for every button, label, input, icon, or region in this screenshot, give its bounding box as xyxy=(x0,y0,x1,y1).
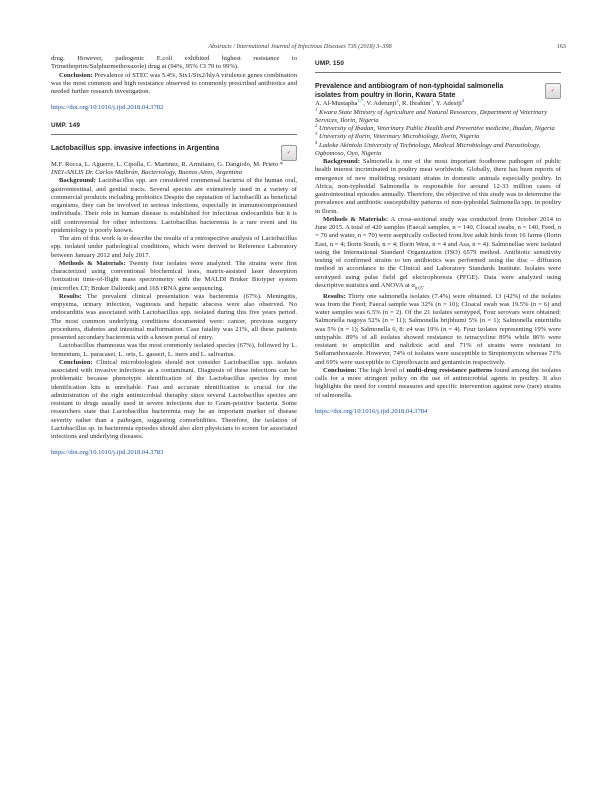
results-label: Results: xyxy=(323,292,346,300)
affiliation-1 xyxy=(315,106,561,126)
journal-citation: Abstracts / International Journal of Infectious Diseases 73S (2018) 3–398 xyxy=(208,43,392,50)
abstract-title: Prevalence and antibiogram of non-typhoidal salmonella isolates from poultry in Ilorin, Kwara State xyxy=(315,83,504,99)
conclusion-paragraph xyxy=(51,72,297,97)
methods-label: Methods & Materials: xyxy=(59,259,126,267)
results-label: Results: xyxy=(59,292,82,300)
methods-paragraph xyxy=(51,260,297,293)
authors: M.F. Rocca, L. Aguerre, L. Cipolla, C. Martinez, R. Armitano, G. Dangiolo, M. Prieto * xyxy=(51,160,284,168)
methods-end: . xyxy=(422,281,425,289)
aff1-num: 1 xyxy=(315,106,318,112)
aff4-text: Ladoke Akintola University of Technology, Medical Microbiology and Parasitology, Ogbomoso, Oyo, Nigeria xyxy=(315,141,541,157)
conclusion-label: Conclusion: xyxy=(323,366,357,374)
continued-text: drug. However, pathogenic E.coli exhibited highest resistance to Trimethoprim/Sulphurmethoxazole) drug at (94%, 95% CI 70 to 99%). xyxy=(51,55,297,71)
methods-paragraph xyxy=(315,216,561,293)
doi-link-3784[interactable]: https://doi.org/10.1016/j.ijid.2018.04.3784 xyxy=(315,407,428,415)
alpha-subscript: 0.05 xyxy=(414,285,423,291)
background-label: Background: xyxy=(59,177,96,185)
conclusion2-paragraph xyxy=(51,359,297,442)
background-label: Background: xyxy=(323,158,360,166)
author-1-sup: 1,* xyxy=(357,98,364,104)
aff3-num: 3 xyxy=(315,131,318,137)
conclusion2-label: Conclusion: xyxy=(59,358,93,366)
author-4: , Y. Adesiji xyxy=(432,100,462,108)
aff2-text: University of Ibadan, Veterinary Public Health and Preventive medicine, Ibadan, Nigeria xyxy=(318,125,555,133)
author-2: , V. Adetunji xyxy=(363,100,397,108)
background-paragraph xyxy=(51,177,297,235)
background-text: Lactobacillus spp. are considered commensal bacteria of the human oral, gastrointestinal, and genital tracts. Several species are extensively used in a variety of commercial products including probiotics Despite the reputation of lactobacilli as beneficial organisms, they can be involved in serious infections, especially in immunocompromised individuals. Their role in human disease is established for infectious endocarditis but it is still controversial for other infections. Lactobacillus bacteremia is a rare event and its epidemiology is poorly known. xyxy=(51,177,297,234)
page-number: 163 xyxy=(556,43,566,50)
doi-link-3783[interactable]: https://doi.org/10.1016/j.ijid.2018.04.3783 xyxy=(51,449,164,457)
crossmark-icon[interactable] xyxy=(545,83,561,99)
conclusion-text: Prevalence of STEC was 5.4%, Stx1/Stx2/hlyA virulence genes combination was the most common and high resistance observed to commonly prescribed antibiotics and needed further research investigation. xyxy=(51,71,297,95)
results-text: The prevalent clinical presentation was bacteremia (67%). Meningitis, empyema, urinary infection, vaginosis and hepatic abscess were also observed. No endocarditis was associated with Lactobacillus spp. isolated during this five years period. The most common underlying conditions documented were: cancer, previous surgery procedures, diabetes and intestinal malformation. Case fatality was 21%, all these patients presented secondary bacteremia with a known portal of entry. xyxy=(51,292,297,341)
crossmark-icon[interactable] xyxy=(281,145,297,161)
conclusion2-text: Clinical microbiologists should not consider Lactobacillus spp. isolates associated with invasive infections as a contaminant. Diagnosis of these infections can be problematic because phenotypic identification of the Lactobacillus species by most identification kits is unreliable. Fast and accurate identification is crucial for the administration of the right antimicrobial theraphy since several Lactobacillus species are resistant to drugs usually used in severe infections due to Gram-positive bacteria. Some researchers state that Lactobacillus bacteremia may be an important marker of disease severity rather than a pathogen, suggesting comorbidities. Therefore, the isolation of Lactobacillus sp. in bacteremia episodes should also alert physicians to screen for associated infections and underlying diseases. xyxy=(51,358,297,440)
doi-link-3782[interactable]: https://doi.org/10.1016/j.ijid.2018.04.3782 xyxy=(51,104,164,112)
divider xyxy=(315,72,561,73)
affiliation: INEI-ANLIS Dr. Carlos Malbrán, Bacteriology, Buenos Aires, Argentina xyxy=(51,169,243,176)
results-paragraph xyxy=(315,293,561,367)
results-paragraph xyxy=(51,293,297,343)
results-text: Thirty one salmonella isolates (7.4%) were obtained. 13 (42%) of the isolates was from the Feed; Faecal sample was 32% (n = 10); Cloacal swab was 19.5% (n = 6) and water samples was 6.5% (n = 2). Of the 21 isolates serotyped, Four serovars were obtained: Salmonella nagoya 52% (n = 11); Salmonella brijbhumi 5% (n = 1); Salmonella enteritidis was 5% (n = 1); Salmonella 6, 8: z4 was 19% (n = 4). Four isolates representing 19% were untypable. 89% of all isolates showed resistance to tetracycline 89% while 86% were resistant to ampicillin and nalidixic acid and 71% of strains were resistant to Sulfamethoxazole. However, 74% of isolates were susceptible to Streptomycin whereas 71% and 69% were susceptible to Ciprofloxacin and gentamicin respectively. xyxy=(315,292,561,366)
results-species-paragraph: Lactobacillus rhamnosus was the most commonly isolated species (67%), followed by L. fermentum, L. paracasei, L. oris, L. gasseri, L. iners and L. salivarius. xyxy=(51,342,297,358)
author-4-sup: 4 xyxy=(461,98,465,104)
right-column xyxy=(315,60,561,416)
methods-text: A cross-sectional study was conducted from October 2014 to June 2015. A total of 420 samples (Faecal samples, n = 140, Cloacal swabs, n = 140, Feed, n = 70 and water, n = 70) were aseptically collected from live adult birds from 16 farms (Ilorin East, n = 4; Ilorin South, n = 4; Ilorin West, n = 4 and Asa, n = 4). Salmonellae were isolated using the International Standard Organization (ISO) 6579 method. Antibiotic sensitivity testing of confirmed strains to ten antibiotics was performed using the disc – diffusion method in accordance to the Clinical and Laboratory Standards Institute. Isolates were serotyped using pulse field gel electrophoresis (PFGE). Data were analyzed using descriptive statistics and ANOVA at α xyxy=(315,215,561,289)
author-1: A. Al-Mustapha xyxy=(315,100,358,108)
background-text: Salmonella is one of the most important foodborne pathogen of public health interest incriminated in poultry meat worldwide. Globally, there has been reports of emergence of new multidrug resistant strains in domestic animals especially poultry. In Africa, non-typhoidal Salmonella is responsible for around 12-33 million cases of gastrointestinal episodes annually. Therefore, the objective of this study was to determine the prevalence and antibiotic susceptibility patterns of non-typhoidal Salmonella spp. in poultry in Ilorin. xyxy=(315,158,561,215)
affiliation-4 xyxy=(315,139,561,159)
background-paragraph xyxy=(315,158,561,216)
methods-text: Twenty four isolates were analyzed. The strains were first characterized using conventional biochemical tests, matrix-assisted laser desorption /ionization time-of-flight mass spectrometry with the MALDI Bruker Biotyper system (microflex LT; Bruker Daltonik) and 16S rRNA gene sequencing. xyxy=(51,259,298,292)
title-row xyxy=(315,83,561,100)
author-3: , R. Ibrahim xyxy=(398,100,431,108)
aff1-text: Kwara State Ministry of Agriculture and Natural Resources, Department of Veterinary Services, Ilorin, Nigeria xyxy=(315,108,548,124)
conclusion-emphasis: multi-drug resistance patterns xyxy=(406,366,493,374)
aim-paragraph: The aim of this work is to describe the results of a retrospective analysis of Lactobacillus spp. isolated under pathological conditions, which were derived to Reference Laboratory between January 2012 and July 2017. xyxy=(51,235,297,259)
abstract-title: Lactobacillus spp. invasive infections in Argentina xyxy=(51,144,220,152)
crossmark-glyph: ✓ xyxy=(550,88,556,95)
title-row xyxy=(51,145,297,161)
affiliation-3 xyxy=(315,133,561,141)
left-column xyxy=(51,55,297,458)
aff4-num: 4 xyxy=(315,139,318,145)
abstract-id-150: UMP. 150 xyxy=(315,60,345,67)
crossmark-glyph: ✓ xyxy=(286,149,292,156)
author-3-sup: 3 xyxy=(430,98,433,104)
conclusion-label: Conclusion: xyxy=(59,71,93,79)
divider xyxy=(51,134,297,135)
conclusion-text-b: found among the isolates calls for a more stringent policy on the use of antimicrobial agents in poultry. It also highlights the need for control measures and specific intervention against new (rare) strains of salmonella. xyxy=(315,366,562,399)
aff3-text: University of Ilorin, Veterinary Microbiology, Ilorin, Nigeria xyxy=(318,133,480,141)
conclusion-text-a: The high level of xyxy=(358,366,405,374)
abstract-id-149: UMP. 149 xyxy=(51,121,81,129)
author-2-sup: 2 xyxy=(396,98,399,104)
authors xyxy=(315,100,561,108)
aff2-num: 2 xyxy=(315,123,318,128)
methods-label: Methods & Materials: xyxy=(323,215,389,223)
conclusion-paragraph xyxy=(315,367,561,400)
